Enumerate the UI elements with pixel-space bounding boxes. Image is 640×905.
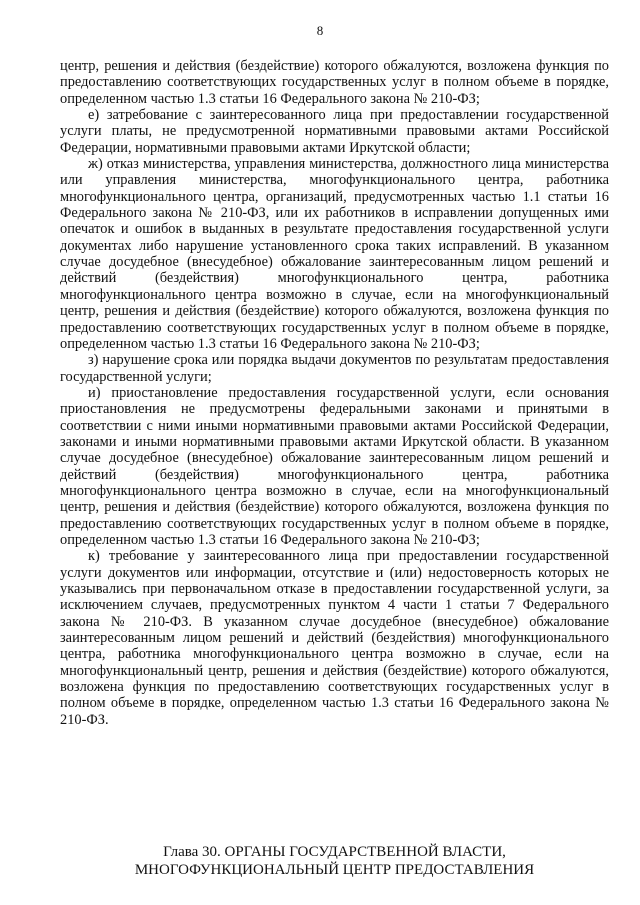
page-number: 8 xyxy=(316,23,324,38)
paragraph-item-i: и) приостановление предоставления государственной услуги, если основания приостановления не предусмотрены федеральными законами и принятыми в соответствии с ними иными нормативными правовыми актами Российской Федерации, законами и иными нормативными правовыми актами Иркутской области. В указанном случае досудебное (внесудебное) обжалование заинтересованным лицом решений и действий (бездействия) многофункционального центра, работника многофункционального центра возможно в случае, если на многофункциональный центр, решения и действия (бездействие) которого обжалуются, возложена функция по предоставлению соответствующих государственных услуг в полном объеме в порядке, определенном частью 1.3 статьи 16 Федерального закона № 210-ФЗ; xyxy=(60,384,609,548)
chapter-heading-line-2: МНОГОФУНКЦИОНАЛЬНЫЙ ЦЕНТР ПРЕДОСТАВЛЕНИЯ xyxy=(134,862,535,878)
paragraph-continuation: центр, решения и действия (бездействие) которого обжалуются, возложена функция по предоставлению соответствующих государственных услуг в полном объеме в порядке, определенном частью 1.3 статьи 16 Федерального закона № 210-ФЗ; xyxy=(60,58,609,107)
paragraph-item-z: з) нарушение срока или порядка выдачи документов по результатам предоставления государственной услуги; xyxy=(60,352,609,385)
chapter-heading xyxy=(60,843,609,879)
document-body xyxy=(60,58,609,728)
paragraph-item-zh: ж) отказ министерства, управления министерства, должностного лица министерства или управления министерства, многофункционального центра, работника многофункционального центра, организаций, предусмотренных частью 1.1 статьи 16 Федерального закона № 210-ФЗ, или их работников в исправлении допущенных ими опечаток и ошибок в выданных в результате предоставления государственной услуги документах либо нарушение установленного срока таких исправлений. В указанном случае досудебное (внесудебное) обжалование заинтересованным лицом решений и действий (бездействия) многофункционального центра, работника многофункционального центра возможно в случае, если на многофункциональный центр, решения и действия (бездействие) которого обжалуются, возложена функция по предоставлению соответствующих государственных услуг в полном объеме в порядке, определенном частью 1.3 статьи 16 Федерального закона № 210-ФЗ; xyxy=(60,156,609,352)
paragraph-item-e: е) затребование с заинтересованного лица при предоставлении государственной услуги платы, не предусмотренной нормативными правовыми актами Российской Федерации, нормативными правовыми актами Иркутской области; xyxy=(60,107,609,156)
chapter-heading-line-1: Глава 30. ОРГАНЫ ГОСУДАРСТВЕННОЙ ВЛАСТИ, xyxy=(163,844,506,860)
paragraph-item-k: к) требование у заинтересованного лица при предоставлении государственной услуги документов или информации, отсутствие и (или) недостоверность которых не указывались при первоначальном отказе в предоставлении государственной услуги, за исключением случаев, предусмотренных пунктом 4 части 1 статьи 7 Федерального закона № 210-ФЗ. В указанном случае досудебное (внесудебное) обжалование заинтересованным лицом решений и действий (бездействия) многофункционального центра, работника многофункционального центра возможно в случае, если на многофункциональный центр, решения и действия (бездействие) которого обжалуются, возложена функция по предоставлению соответствующих государственных услуг в полном объеме в порядке, определенном частью 1.3 статьи 16 Федерального закона № 210-ФЗ. xyxy=(60,548,609,728)
